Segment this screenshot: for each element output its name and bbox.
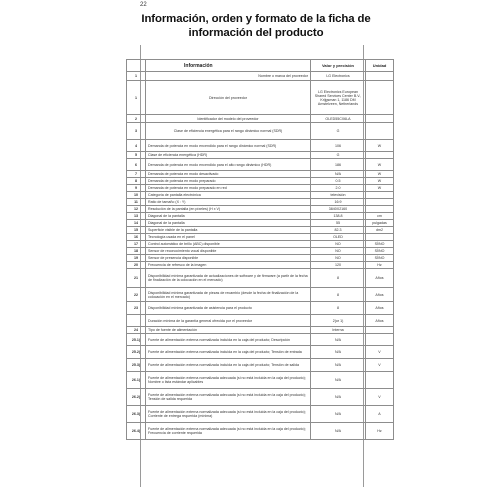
row-value: N/A bbox=[311, 406, 366, 423]
row-value: 0.5 bbox=[311, 178, 366, 185]
row-description: Demanda de potencia en modo desactivado bbox=[146, 171, 311, 178]
table-row bbox=[127, 255, 394, 262]
row-number: 26.2) bbox=[127, 389, 146, 406]
table-row bbox=[127, 327, 394, 334]
row-unit: Hz bbox=[366, 262, 394, 269]
row-value: N/A bbox=[311, 372, 366, 389]
page-number: 22 bbox=[140, 2, 147, 8]
row-number: 15 bbox=[127, 227, 146, 234]
row-number: 9 bbox=[127, 185, 146, 192]
row-number: 2 bbox=[127, 115, 146, 123]
row-value: G bbox=[311, 152, 366, 159]
row-description: Demanda de potencia en modo encendido para el rango dinámico normal (SDR) bbox=[146, 140, 311, 152]
row-unit: pulgadas bbox=[366, 220, 394, 227]
row-description: Disponibilidad mínima garantizada de asistencia para el producto bbox=[146, 302, 311, 315]
row-number: 22 bbox=[127, 288, 146, 302]
row-number: 13 bbox=[127, 213, 146, 220]
table-row bbox=[127, 159, 394, 171]
row-description: Duración mínima de la garantía general ofrecida por el proveedor bbox=[146, 315, 311, 327]
row-number: 4 bbox=[127, 140, 146, 152]
row-number: 18 bbox=[127, 248, 146, 255]
row-unit bbox=[366, 206, 394, 213]
row-unit: A bbox=[366, 406, 394, 423]
row-value: 138.8 bbox=[311, 213, 366, 220]
table-row bbox=[127, 220, 394, 227]
row-unit: Años bbox=[366, 302, 394, 315]
row-value: N/A bbox=[311, 423, 366, 440]
row-value: 186 bbox=[311, 159, 366, 171]
row-number: 24 bbox=[127, 327, 146, 334]
row-value: 55 bbox=[311, 220, 366, 227]
row-number: 8 bbox=[127, 178, 146, 185]
row-unit: W bbox=[366, 171, 394, 178]
header-number-cell bbox=[127, 60, 146, 72]
row-description: Superficie visible de la pantalla bbox=[146, 227, 311, 234]
table-row bbox=[127, 81, 394, 115]
row-description: Ratio de tamaño (X : Y) bbox=[146, 199, 311, 206]
table-row bbox=[127, 72, 394, 81]
row-number: 17 bbox=[127, 241, 146, 248]
table-row bbox=[127, 423, 394, 440]
row-number: 26.1) bbox=[127, 372, 146, 389]
row-description: Disponibilidad mínima garantizada de piezas de recambio (desde la fecha de finalización de la colocación en el mercado) bbox=[146, 288, 311, 302]
row-number: 7 bbox=[127, 171, 146, 178]
row-number: 26.4) bbox=[127, 423, 146, 440]
row-description: Diagonal de la pantalla bbox=[146, 213, 311, 220]
row-number: 12 bbox=[127, 206, 146, 213]
row-description: Fuente de alimentación externa normalizada adecuada (si no está incluida en la caja del producto); Corriente de entrega requerida (mínima) bbox=[146, 406, 311, 423]
row-number: 14 bbox=[127, 220, 146, 227]
row-unit: W bbox=[366, 185, 394, 192]
row-value: 8 bbox=[311, 269, 366, 288]
header-unit: Unidad bbox=[366, 60, 394, 72]
header-value: Valor y precisión bbox=[311, 60, 366, 72]
table-row bbox=[127, 389, 394, 406]
row-description: Identificador del modelo del proveedor bbox=[146, 115, 311, 123]
row-unit bbox=[366, 327, 394, 334]
row-description: Fuente de alimentación externa normalizada adecuada (si no está incluida en la caja del producto); Tensión de salida requerida bbox=[146, 389, 311, 406]
row-number: 1 bbox=[127, 81, 146, 115]
row-value: 2.0 bbox=[311, 185, 366, 192]
row-unit bbox=[366, 72, 394, 81]
row-number: 21 bbox=[127, 269, 146, 288]
row-value: LG Electronics European Shared Services Center B.V., Krijgsman 1, 1186 DM Amstelveen, Netherlands bbox=[311, 81, 366, 115]
row-value: OLED bbox=[311, 234, 366, 241]
row-description: Tipo de fuente de alimentación bbox=[146, 327, 311, 334]
row-description: Fuente de alimentación externa normalizada incluida en la caja del producto; Tensión de salida bbox=[146, 359, 311, 372]
row-unit bbox=[366, 334, 394, 346]
sheet-title-line-2: información del producto bbox=[188, 26, 324, 39]
row-number: 20 bbox=[127, 262, 146, 269]
table-row bbox=[127, 206, 394, 213]
table-row bbox=[127, 262, 394, 269]
row-unit: W bbox=[366, 140, 394, 152]
row-value: 3840X2160 bbox=[311, 206, 366, 213]
table-row bbox=[127, 269, 394, 288]
table-body bbox=[127, 72, 394, 440]
row-value: N/A bbox=[311, 346, 366, 359]
row-value: 2(or 1) bbox=[311, 315, 366, 327]
row-description: Sensor de presencia disponible bbox=[146, 255, 311, 262]
row-unit bbox=[366, 81, 394, 115]
row-unit bbox=[366, 152, 394, 159]
table-row bbox=[127, 192, 394, 199]
row-value: 106 bbox=[311, 140, 366, 152]
row-value: N/A bbox=[311, 359, 366, 372]
row-value: LG Electronics bbox=[311, 72, 366, 81]
row-unit bbox=[366, 123, 394, 140]
row-description: Clase de eficiencia energética para el rango dinámico normal (SDR) bbox=[146, 123, 311, 140]
table-row bbox=[127, 171, 394, 178]
header-info: Información bbox=[146, 60, 311, 72]
table-row bbox=[127, 406, 394, 423]
row-unit: dm2 bbox=[366, 227, 394, 234]
row-unit bbox=[366, 199, 394, 206]
row-unit: SÍ/NO bbox=[366, 241, 394, 248]
row-value: NO bbox=[311, 241, 366, 248]
sheet-title-line-1: Información, orden y formato de la ficha de bbox=[141, 13, 371, 25]
row-number: 6 bbox=[127, 159, 146, 171]
row-unit bbox=[366, 372, 394, 389]
row-description: Disponibilidad mínima garantizada de actualizaciones de software y de firmware (a partir de la fecha de finalización de la colocación en el mercado) bbox=[146, 269, 311, 288]
row-description: Fuente de alimentación externa normalizada incluida en la caja del producto; Tensión de entrada bbox=[146, 346, 311, 359]
row-unit: W bbox=[366, 178, 394, 185]
table-row bbox=[127, 140, 394, 152]
row-description: Demanda de potencia en modo preparado en red bbox=[146, 185, 311, 192]
row-value: 8 bbox=[311, 288, 366, 302]
sheet-title bbox=[140, 13, 372, 40]
row-value: televisión bbox=[311, 192, 366, 199]
row-description: Clase de eficiencia energética (HDR) bbox=[146, 152, 311, 159]
row-unit: V bbox=[366, 389, 394, 406]
row-description: Fuente de alimentación externa normalizada incluida en la caja del producto; Descripción bbox=[146, 334, 311, 346]
row-description: Frecuencia de refresco de la imagen bbox=[146, 262, 311, 269]
row-unit bbox=[366, 234, 394, 241]
product-info-table bbox=[126, 59, 394, 440]
table-row bbox=[127, 234, 394, 241]
table-row bbox=[127, 288, 394, 302]
row-value: 8 bbox=[311, 302, 366, 315]
table-row bbox=[127, 346, 394, 359]
row-value: 120 bbox=[311, 262, 366, 269]
table-row bbox=[127, 123, 394, 140]
table-row bbox=[127, 372, 394, 389]
row-number: 19 bbox=[127, 255, 146, 262]
table-row bbox=[127, 199, 394, 206]
table-row bbox=[127, 152, 394, 159]
row-description: Diagonal de la pantalla bbox=[146, 220, 311, 227]
row-number: 16 bbox=[127, 234, 146, 241]
row-unit: Hz bbox=[366, 423, 394, 440]
row-description: Sensor de reconocimiento vocal disponible bbox=[146, 248, 311, 255]
table-row bbox=[127, 315, 394, 327]
row-number: 10 bbox=[127, 192, 146, 199]
row-number: 1 bbox=[127, 72, 146, 81]
row-unit bbox=[366, 192, 394, 199]
row-number: 26.3) bbox=[127, 406, 146, 423]
row-value: G bbox=[311, 123, 366, 140]
row-description: Fuente de alimentación externa normalizada adecuada (si no está incluida en la caja del producto); Nombre o lista estándar aplicables bbox=[146, 372, 311, 389]
row-unit: cm bbox=[366, 213, 394, 220]
row-unit: SÍ/NO bbox=[366, 255, 394, 262]
row-unit: W bbox=[366, 159, 394, 171]
table-row bbox=[127, 115, 394, 123]
row-unit: Años bbox=[366, 269, 394, 288]
row-unit: V bbox=[366, 359, 394, 372]
table-header-row bbox=[127, 60, 394, 72]
row-number: 5 bbox=[127, 152, 146, 159]
row-unit: V bbox=[366, 346, 394, 359]
table-row bbox=[127, 302, 394, 315]
row-description: Dirección del proveedor bbox=[146, 81, 311, 115]
table-row bbox=[127, 185, 394, 192]
table-row bbox=[127, 359, 394, 372]
row-number: 11 bbox=[127, 199, 146, 206]
row-description: Control automático de brillo (ABC) disponible bbox=[146, 241, 311, 248]
row-unit: Años bbox=[366, 288, 394, 302]
row-description: Nombre o marca del proveedor bbox=[146, 72, 311, 81]
row-number: 25.1) bbox=[127, 334, 146, 346]
row-description: Demanda de potencia en modo encendido para el alto rango dinámico (HDR) bbox=[146, 159, 311, 171]
row-description: Tecnología usada en el panel bbox=[146, 234, 311, 241]
row-number: 25.2) bbox=[127, 346, 146, 359]
row-description: Resolución de la pantalla (en píxeles) (H x V) bbox=[146, 206, 311, 213]
row-description: Categoría de pantalla electrónica bbox=[146, 192, 311, 199]
row-value: N/A bbox=[311, 171, 366, 178]
table-row bbox=[127, 227, 394, 234]
table-row bbox=[127, 213, 394, 220]
row-value: OLED55CX6LA bbox=[311, 115, 366, 123]
row-value: N/A bbox=[311, 334, 366, 346]
row-number: 23 bbox=[127, 302, 146, 315]
row-number: 3 bbox=[127, 123, 146, 140]
table-row bbox=[127, 334, 394, 346]
row-value: NO bbox=[311, 248, 366, 255]
row-unit bbox=[366, 115, 394, 123]
row-value: Interna bbox=[311, 327, 366, 334]
row-value: 16:9 bbox=[311, 199, 366, 206]
row-value: NO bbox=[311, 255, 366, 262]
row-number bbox=[127, 315, 146, 327]
row-number: 25.3) bbox=[127, 359, 146, 372]
table-row bbox=[127, 178, 394, 185]
row-value: 82.3 bbox=[311, 227, 366, 234]
row-value: N/A bbox=[311, 389, 366, 406]
row-unit: SÍ/NO bbox=[366, 248, 394, 255]
table-row bbox=[127, 241, 394, 248]
table-row bbox=[127, 248, 394, 255]
row-unit: Años bbox=[366, 315, 394, 327]
row-description: Fuente de alimentación externa normalizada adecuada (si no está incluida en la caja del producto); Frecuencia de corriente requerida bbox=[146, 423, 311, 440]
row-description: Demanda de potencia en modo preparado bbox=[146, 178, 311, 185]
